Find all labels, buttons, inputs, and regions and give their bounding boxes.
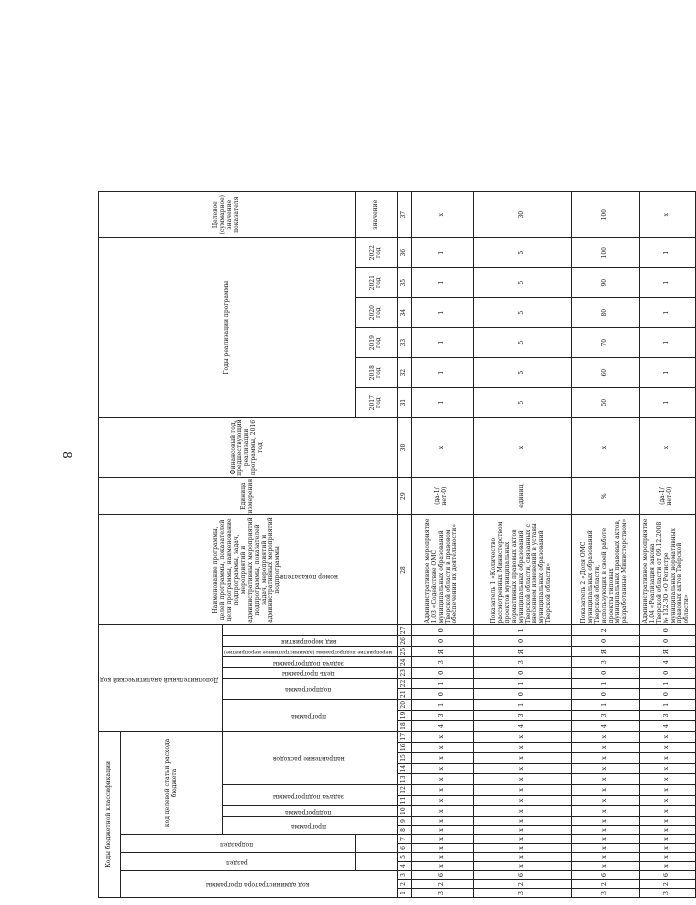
column-number: 20	[397, 699, 411, 710]
row-name-cell: Административное мероприятие 1.03 «Содействие ОМС муниципальных образований Тверской области в правовом обеспечении их деятельности»	[411, 515, 473, 625]
code-cell: 3	[571, 657, 639, 668]
code-cell: x	[411, 862, 473, 871]
code-cell: 0	[571, 636, 639, 647]
column-number: 32	[397, 358, 411, 388]
code-cell: x	[411, 795, 473, 806]
base-year-cell: x	[571, 418, 639, 478]
code-cell: 3	[473, 710, 571, 721]
code-cell: 6	[473, 871, 571, 880]
column-number: 5	[397, 853, 411, 862]
year-value-cell: 1	[411, 238, 473, 268]
name-header: Наименование программы, целей программы, показателей цели программы, наименование подпрограммы, задач, мероприятий и административных мероприятий подпрограммы, показателей задач, мероприятий и административных мероприятий подпрограммы	[99, 515, 398, 625]
admin-code-header: код администратора программы	[121, 871, 398, 898]
expense-direction-header: направление расходов	[223, 731, 397, 784]
column-number: 31	[397, 388, 411, 418]
code-cell: x	[473, 763, 571, 774]
column-number: 8	[397, 826, 411, 835]
code-cell: 0	[571, 689, 639, 700]
year-value-cell: 1	[411, 388, 473, 418]
code-cell: x	[473, 844, 571, 853]
unit-header: Единица измерения	[99, 477, 398, 515]
subsection-header-cont	[356, 835, 397, 853]
year-value-cell: 5	[473, 238, 571, 268]
year-2022-header: 2022 год	[356, 238, 397, 268]
section-header: раздел	[121, 853, 356, 871]
code-cell: 0	[411, 689, 473, 700]
code-cell: 6	[571, 871, 639, 880]
code-cell: x	[639, 731, 695, 742]
an-indicator-no-header: номер показателя	[223, 515, 397, 636]
subsection-header: подраздел	[121, 835, 356, 853]
code-cell: 3	[411, 657, 473, 668]
code-cell: x	[411, 817, 473, 826]
budget-codes-header: Коды бюджетной классификации	[99, 731, 121, 897]
column-number: 24	[397, 657, 411, 668]
code-cell: x	[571, 774, 639, 785]
column-number: 16	[397, 742, 411, 753]
target-value-cell: 100	[571, 192, 639, 238]
code-cell: 1	[473, 699, 571, 710]
code-cell: x	[473, 853, 571, 862]
code-cell: 3	[473, 657, 571, 668]
an-subprogram-task-header: задача подпрограммы	[223, 657, 397, 668]
code-cell: x	[639, 826, 695, 835]
year-value-cell: 60	[571, 358, 639, 388]
code-cell: 0	[411, 625, 473, 636]
year-2021-header: 2021 год	[356, 268, 397, 298]
column-number: 10	[397, 806, 411, 817]
column-number: 4	[397, 862, 411, 871]
code-cell: 2	[473, 880, 571, 889]
code-cell: 1	[473, 678, 571, 689]
section-header-cont	[356, 853, 397, 871]
an-program-header: программа	[223, 699, 397, 731]
column-number: 7	[397, 835, 411, 844]
year-value-cell: 1	[411, 358, 473, 388]
code-cell: 3	[639, 710, 695, 721]
year-2017-header: 2017 год	[356, 388, 397, 418]
program-table-sheet	[98, 62, 691, 898]
subprogram-code-header: подпрограмма	[223, 806, 397, 817]
program-indicators-table	[98, 191, 696, 898]
code-cell: x	[473, 795, 571, 806]
code-cell: x	[571, 862, 639, 871]
code-cell: 1	[571, 678, 639, 689]
base-year-cell: x	[639, 418, 695, 478]
code-cell: x	[473, 785, 571, 796]
column-number-row	[397, 192, 411, 898]
code-cell: x	[639, 806, 695, 817]
code-cell: 0	[473, 636, 571, 647]
code-cell: 1	[571, 699, 639, 710]
year-value-cell: 80	[571, 298, 639, 328]
column-number: 36	[397, 238, 411, 268]
column-number: 28	[397, 515, 411, 625]
code-cell: x	[411, 835, 473, 844]
code-cell: 4	[571, 721, 639, 732]
code-cell: x	[473, 835, 571, 844]
code-cell: x	[571, 753, 639, 764]
year-2020-header: 2020 год	[356, 298, 397, 328]
year-value-cell: 5	[473, 298, 571, 328]
code-cell: Я	[571, 646, 639, 657]
code-cell: x	[639, 853, 695, 862]
code-cell: Я	[639, 646, 695, 657]
code-cell: 0	[473, 689, 571, 700]
code-cell: 2	[571, 880, 639, 889]
code-cell: x	[639, 753, 695, 764]
code-cell: x	[411, 763, 473, 774]
year-2019-header: 2019 год	[356, 328, 397, 358]
column-number: 11	[397, 795, 411, 806]
column-number: 25	[397, 646, 411, 657]
code-cell: x	[639, 844, 695, 853]
code-cell: 2	[571, 625, 639, 636]
year-value-cell: 1	[639, 238, 695, 268]
code-cell: Я	[473, 646, 571, 657]
fin-year-header: Финансовый год, предшествующий реализации программы, 2016 год	[99, 418, 398, 478]
code-cell: x	[571, 826, 639, 835]
table-row	[571, 192, 639, 898]
code-cell: 4	[473, 721, 571, 732]
code-cell: 1	[639, 678, 695, 689]
code-cell: 0	[639, 625, 695, 636]
code-cell: 4	[639, 721, 695, 732]
row-name-cell: Административное мероприятие 1.04 «Реализация закона Тверской области от 09.12.2008 № 132-ЗО «О Регистре муниципальных нормативных правовых актов Тверской области»	[639, 515, 695, 625]
code-cell: 0	[639, 668, 695, 679]
code-cell: 4	[411, 721, 473, 732]
column-number: 3	[397, 871, 411, 880]
unit-cell: %	[571, 477, 639, 515]
code-cell: x	[411, 774, 473, 785]
code-cell: x	[571, 853, 639, 862]
code-cell: x	[571, 844, 639, 853]
code-cell: x	[639, 774, 695, 785]
code-cell: x	[639, 763, 695, 774]
column-number: 17	[397, 731, 411, 742]
year-value-cell: 1	[411, 298, 473, 328]
column-number: 9	[397, 817, 411, 826]
year-value-cell: 1	[639, 328, 695, 358]
code-cell: 1	[411, 678, 473, 689]
row-name-cell: Показатель 2 «Доля ОМС муниципальных образований Тверской области, использующих в своей работе проекты типовых муниципальных правовых актов, разработанные Министерством»	[571, 515, 639, 625]
code-cell: 3	[473, 889, 571, 898]
column-number: 19	[397, 710, 411, 721]
code-cell: x	[571, 785, 639, 796]
code-cell: 3	[411, 889, 473, 898]
column-number: 15	[397, 753, 411, 764]
code-cell: x	[639, 835, 695, 844]
code-cell: 2	[411, 880, 473, 889]
code-cell: 6	[639, 871, 695, 880]
code-cell: 0	[473, 668, 571, 679]
years-group-header: Годы реализации программы	[99, 238, 356, 418]
code-cell: 4	[639, 657, 695, 668]
code-cell: x	[411, 806, 473, 817]
column-number: 13	[397, 774, 411, 785]
target-article-header: код целевой статьи расхода бюджета	[121, 731, 223, 834]
year-value-cell: 1	[639, 388, 695, 418]
column-number: 34	[397, 298, 411, 328]
column-number: 12	[397, 785, 411, 796]
code-cell: x	[473, 806, 571, 817]
an-measure-type-header: вид мероприятия	[223, 636, 397, 647]
code-cell: x	[411, 844, 473, 853]
year-value-cell: 5	[473, 268, 571, 298]
code-cell: x	[571, 795, 639, 806]
target-value-cell: x	[639, 192, 695, 238]
year-value-cell: 1	[411, 268, 473, 298]
code-cell: x	[571, 742, 639, 753]
code-cell: x	[473, 731, 571, 742]
code-cell: x	[571, 806, 639, 817]
year-value-cell: 50	[571, 388, 639, 418]
target-value-cell: x	[411, 192, 473, 238]
code-cell: x	[411, 826, 473, 835]
code-cell: x	[411, 853, 473, 862]
code-cell: x	[473, 753, 571, 764]
column-number: 21	[397, 689, 411, 700]
row-name-cell: Показатель 1 «Количество рассмотренных Министерством проектов муниципальных нормативных правовых актов муниципальных образований Тверской области, связанных с внесением изменений в уставы муниципальных образований Тверской области»	[473, 515, 571, 625]
unit-cell: (да-1/ нет-0)	[639, 477, 695, 515]
code-cell: x	[571, 763, 639, 774]
code-cell: Я	[411, 646, 473, 657]
code-cell: 0	[639, 636, 695, 647]
code-cell: x	[639, 817, 695, 826]
year-value-cell: 1	[411, 328, 473, 358]
code-cell: x	[571, 731, 639, 742]
column-number: 6	[397, 844, 411, 853]
column-number: 37	[397, 192, 411, 238]
year-value-cell: 5	[473, 358, 571, 388]
code-cell: 0	[571, 668, 639, 679]
column-number: 27	[397, 625, 411, 636]
extra-analytic-header: Дополнительный аналитический код	[99, 625, 223, 731]
page-number: 8	[59, 451, 74, 459]
code-cell: x	[411, 753, 473, 764]
code-cell: x	[473, 742, 571, 753]
column-number: 26	[397, 636, 411, 647]
column-number: 2	[397, 880, 411, 889]
code-cell: x	[639, 785, 695, 796]
an-program-goal-header: цель программы	[223, 668, 397, 679]
year-value-cell: 1	[639, 298, 695, 328]
table-row	[639, 192, 695, 898]
year-value-cell: 5	[473, 388, 571, 418]
rotated-page	[98, 62, 691, 898]
code-cell: x	[571, 817, 639, 826]
code-cell: 3	[571, 889, 639, 898]
table-row	[473, 192, 571, 898]
column-number: 29	[397, 477, 411, 515]
year-value-cell: 70	[571, 328, 639, 358]
value-header: значение	[356, 192, 397, 238]
base-year-cell: x	[411, 418, 473, 478]
code-cell: x	[473, 826, 571, 835]
year-value-cell: 90	[571, 268, 639, 298]
code-cell: 2	[639, 880, 695, 889]
code-cell: x	[411, 731, 473, 742]
column-number: 30	[397, 418, 411, 478]
column-number: 22	[397, 678, 411, 689]
column-number: 35	[397, 268, 411, 298]
code-cell: x	[639, 742, 695, 753]
code-cell: 1	[473, 625, 571, 636]
code-cell: x	[473, 817, 571, 826]
target-header: Целевое (суммарное) значение показателя	[99, 192, 356, 238]
year-value-cell: 100	[571, 238, 639, 268]
an-measure-header: мероприятие подпрограммы (административное мероприятие)	[223, 646, 397, 657]
code-cell: 0	[411, 636, 473, 647]
code-cell: x	[473, 774, 571, 785]
base-year-cell: x	[473, 418, 571, 478]
code-cell: 3	[571, 710, 639, 721]
code-cell: x	[411, 742, 473, 753]
code-cell: 3	[639, 889, 695, 898]
code-cell: 6	[411, 871, 473, 880]
column-number: 23	[397, 668, 411, 679]
subprogram-task-code-header: задача подпрограммы	[223, 785, 397, 806]
column-number: 1	[397, 889, 411, 898]
year-value-cell: 1	[639, 268, 695, 298]
target-value-cell: 30	[473, 192, 571, 238]
code-cell: 1	[411, 699, 473, 710]
code-cell: 1	[639, 699, 695, 710]
code-cell: x	[571, 835, 639, 844]
column-number: 33	[397, 328, 411, 358]
year-2018-header: 2018 год	[356, 358, 397, 388]
code-cell: 0	[411, 668, 473, 679]
year-value-cell: 5	[473, 328, 571, 358]
column-number: 14	[397, 763, 411, 774]
code-cell: x	[639, 795, 695, 806]
code-cell: 3	[411, 710, 473, 721]
an-subprogram-header: подпрограмма	[223, 678, 397, 699]
unit-cell: единиц	[473, 477, 571, 515]
unit-cell: (да-1/ нет-0)	[411, 477, 473, 515]
program-code-header: программа	[223, 817, 397, 835]
year-value-cell: 1	[639, 358, 695, 388]
column-number: 18	[397, 721, 411, 732]
code-cell: x	[473, 862, 571, 871]
code-cell: x	[639, 862, 695, 871]
table-row	[411, 192, 473, 898]
code-cell: x	[411, 785, 473, 796]
code-cell: 0	[639, 689, 695, 700]
